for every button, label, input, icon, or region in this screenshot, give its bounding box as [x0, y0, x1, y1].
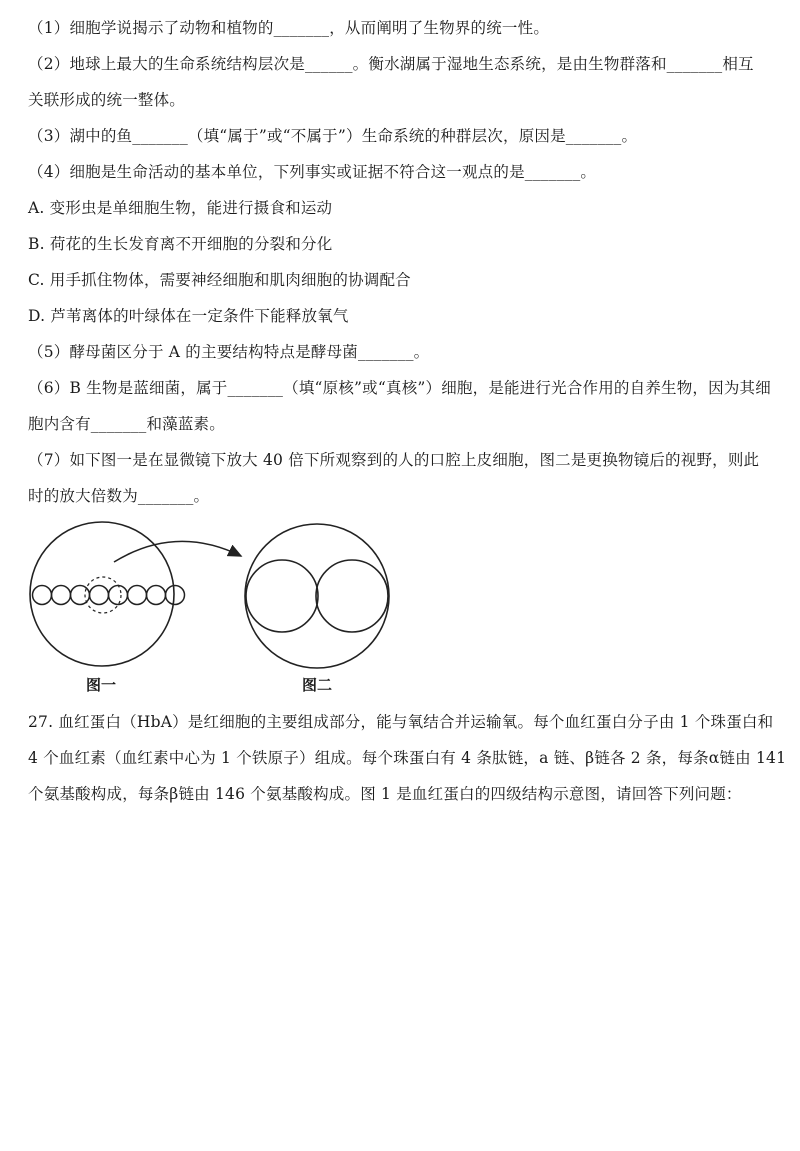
microscope-figure	[26, 520, 406, 700]
question-line-3: 关联形成的统一整体。	[28, 91, 186, 109]
figure-caption-2: 图二	[302, 676, 333, 694]
question-line-6: （5）酵母菌区分于 A 的主要结构特点是酵母菌_______。	[28, 343, 430, 361]
figure-caption-1: 图一	[86, 676, 117, 694]
question-27-line-3: 个氨基酸构成，每条β链由 146 个氨基酸构成。图 1 是血红蛋白的四级结构示意图，请回答下列问题：	[28, 785, 742, 803]
question-line-1: （1）细胞学说揭示了动物和植物的_______，从而阐明了生物界的统一性。	[28, 19, 550, 37]
option-a: A. 变形虫是单细胞生物，能进行摄食和运动	[28, 199, 333, 217]
question-line-8: 胞内含有_______和藻蓝素。	[28, 415, 225, 433]
question-line-9: （7）如下图一是在显微镜下放大 40 倍下所观察到的人的口腔上皮细胞，图二是更换物镜后的视野，则此	[28, 451, 760, 469]
question-line-7: （6）B 生物是蓝细菌，属于_______（填“原核”或“真核”）细胞，是能进行光合作用的自养生物，因为其细	[28, 379, 771, 397]
arrow-icon	[114, 541, 241, 562]
question-line-2: （2）地球上最大的生命系统结构层次是______。衡水湖属于湿地生态系统，是由生物群落和_______相互	[28, 55, 754, 73]
option-d: D. 芦苇离体的叶绿体在一定条件下能释放氧气	[28, 307, 349, 325]
question-line-10: 时的放大倍数为_______。	[28, 487, 210, 505]
question-27-line-1: 27. 血红蛋白（HbA）是红细胞的主要组成部分，能与氧结合并运输氧。每个血红蛋白分子由 1 个珠蛋白和	[28, 713, 774, 731]
dashed-selection-circle	[85, 577, 121, 613]
option-c: C. 用手抓住物体，需要神经细胞和肌肉细胞的协调配合	[28, 271, 411, 289]
question-line-4: （3）湖中的鱼_______（填“属于”或“不属于”）生命系统的种群层次，原因是_______。	[28, 127, 638, 145]
option-b: B. 荷花的生长发育离不开细胞的分裂和分化	[28, 235, 333, 253]
field-of-view-2	[245, 524, 389, 668]
question-line-5: （4）细胞是生命活动的基本单位，下列事实或证据不符合这一观点的是_______。	[28, 163, 597, 181]
question-27-line-2: 4 个血红素（血红素中心为 1 个铁原子）组成。每个珠蛋白有 4 条肽链，a 链、β链各 2 条，每条α链由 141	[28, 749, 787, 767]
